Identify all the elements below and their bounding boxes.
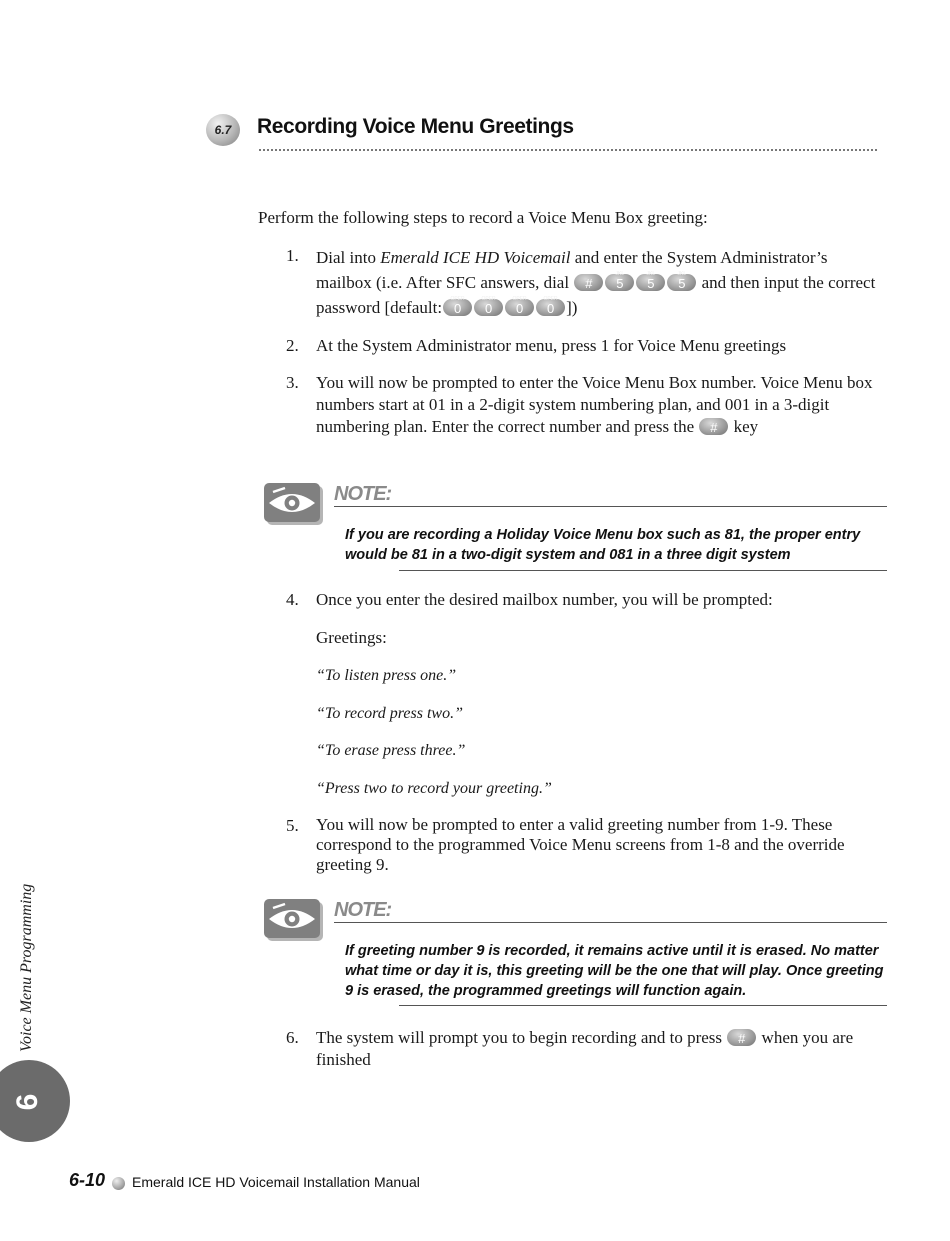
note-title: NOTE: — [334, 483, 392, 505]
step-4: Once you enter the desired mailbox number, you will be prompted: — [316, 590, 773, 609]
step-1 — [316, 245, 876, 320]
step-number: 5. — [286, 816, 299, 835]
step-number: 6. — [286, 1028, 299, 1047]
greeting-prompt: “To erase press three.” — [316, 742, 466, 759]
chapter-number: 6 — [11, 1093, 44, 1111]
note-text: If greeting number 9 is recorded, it remains active until it is erased. No matter what time or day it is, this greeting will be the one that will play. Once greeting 9 is erased, the programmed greetings will function again. — [345, 943, 884, 999]
intro-paragraph: Perform the following steps to record a Voice Menu Box greeting: — [258, 208, 708, 227]
zero-key-icon: OPER 0 — [536, 299, 565, 316]
step-text: The system will prompt you to begin recording and to press — [316, 1028, 727, 1047]
footer-bullet-icon — [112, 1177, 125, 1190]
eye-icon — [263, 482, 325, 526]
manual-title: Emerald ICE HD Voicemail Installation Manual — [132, 1174, 420, 1190]
zero-key-icon: OPER 0 — [474, 299, 503, 316]
step-text: and then input the correct password [default: — [316, 273, 876, 317]
step-6 — [316, 1027, 876, 1071]
step-3 — [316, 372, 876, 438]
note-2 — [263, 898, 325, 947]
step-number: 1. — [286, 246, 299, 265]
pound-key-icon: # — [727, 1029, 756, 1046]
five-key-icon: JKL 5 — [667, 274, 696, 291]
password-keys — [442, 298, 566, 317]
note-rule-top — [334, 506, 887, 507]
greeting-prompt: “To record press two.” — [316, 705, 463, 722]
five-key-icon: JKL 5 — [605, 274, 634, 291]
eye-icon — [263, 898, 325, 942]
step-text: Dial into — [316, 248, 381, 267]
step-text: You will now be prompted to enter the Voice Menu Box number. Voice Menu box numbers start at 01 in a 2-digit system numbering plan, and 001 in a 3-digit numbering plan. Enter the correct number and press the — [316, 373, 873, 436]
section-title: Recording Voice Menu Greetings — [257, 115, 574, 138]
page-number: 6-10 — [69, 1170, 106, 1190]
step-text: ]) — [566, 298, 578, 317]
section-number-badge: 6.7 — [206, 114, 240, 146]
step-2: At the System Administrator menu, press 1 for Voice Menu greetings — [316, 336, 787, 355]
dial-sequence-keys — [573, 273, 697, 292]
step-number: 4. — [286, 590, 299, 609]
five-key-icon: JKL 5 — [636, 274, 665, 291]
greeting-prompt: “Press two to record your greeting.” — [316, 780, 552, 797]
greetings-label: Greetings: — [316, 628, 387, 647]
step-5: You will now be prompted to enter a valid greeting number from 1-9. These correspond to the programmed Voice Menu screens from 1-8 and the override greeting 9. — [316, 815, 845, 874]
note-rule-top — [334, 922, 887, 923]
side-chapter-label: Voice Menu Programming — [18, 883, 35, 1052]
zero-key-icon: OPER 0 — [505, 299, 534, 316]
pound-key-icon: # — [699, 418, 728, 435]
note-text: If you are recording a Holiday Voice Menu box such as 81, the proper entry would be 81 in a two-digit system and 081 in a three digit system — [345, 527, 861, 563]
note-title: NOTE: — [334, 899, 392, 921]
note-1 — [263, 482, 325, 531]
section-dotted-rule — [259, 149, 877, 151]
step-number: 2. — [286, 336, 299, 355]
note-rule-bottom — [399, 570, 887, 571]
step-text: when you are finished — [316, 1028, 854, 1069]
step-text: and enter the System Administrator’s mailbox (i.e. After SFC answers, dial — [316, 248, 828, 292]
step-number: 3. — [286, 373, 299, 392]
pound-key-icon: # — [574, 274, 603, 291]
zero-key-icon: OPER 0 — [443, 299, 472, 316]
product-name: Emerald ICE HD Voicemail — [380, 248, 571, 267]
step-text: key — [729, 417, 759, 436]
note-rule-bottom — [399, 1005, 887, 1006]
greeting-prompt: “To listen press one.” — [316, 667, 457, 684]
